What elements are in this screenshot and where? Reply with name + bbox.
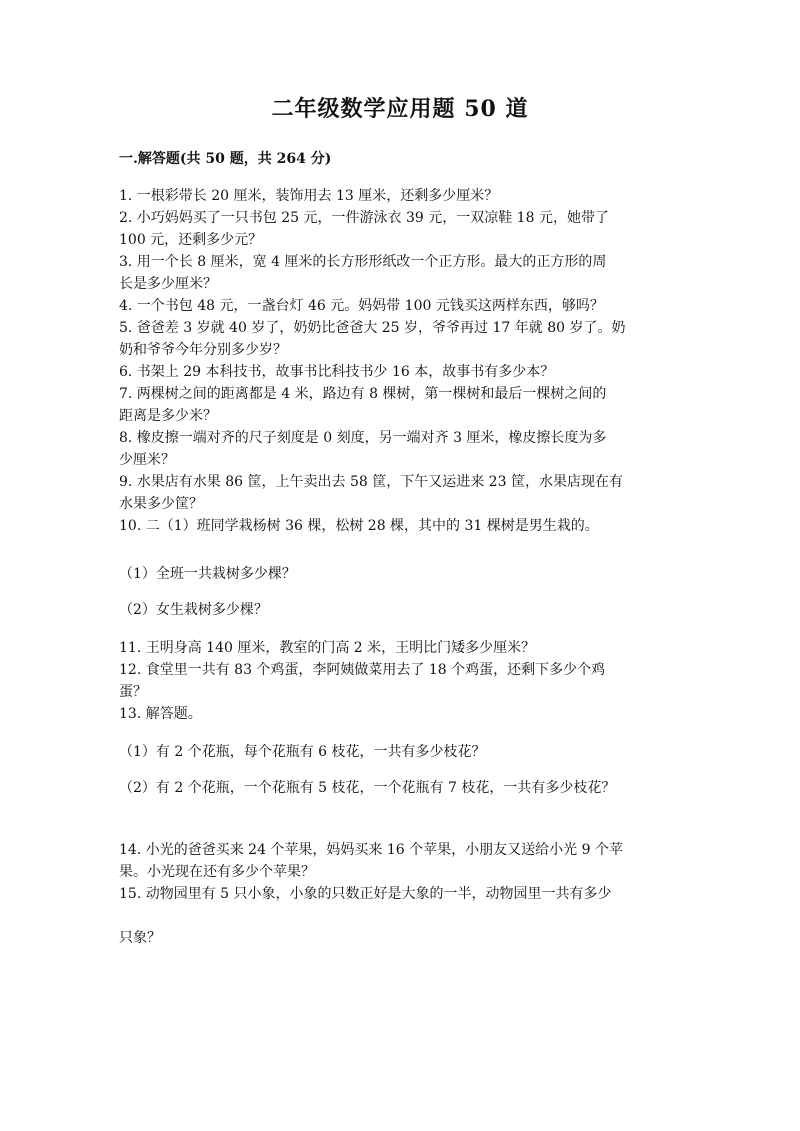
question-10-sub-1: （1）全班一共栽树多少棵？ bbox=[119, 566, 296, 582]
question-5-line-1: 5. 爸爸差 3 岁就 40 岁了，奶奶比爸爸大 25 岁，爷爷再过 17 年就 80 岁了。奶 bbox=[119, 320, 626, 336]
spacer bbox=[119, 725, 684, 741]
question-14-line-1: 14. 小光的爸爸买来 24 个苹果，妈妈买来 16 个苹果，小朋友又送给小光 9 个苹 bbox=[119, 842, 623, 858]
question-13: 13. 解答题。 bbox=[119, 706, 202, 722]
question-2-line-2: 100 元，还剩多少元？ bbox=[119, 232, 263, 248]
question-6: 6. 书架上 29 本科技书，故事书比科技书少 16 本，故事书有多少本？ bbox=[119, 364, 555, 380]
page-title: 二年级数学应用题 50 道 bbox=[271, 96, 529, 122]
question-7-line-2: 距离是多少米？ bbox=[119, 408, 217, 424]
question-15-line-1: 15. 动物园里有 5 只小象，小象的只数正好是大象的一半，动物园里一共有多少 bbox=[119, 886, 612, 902]
spacer bbox=[119, 585, 684, 599]
question-4: 4. 一个书包 48 元，一盏台灯 46 元。妈妈带 100 元钱买这两样东西，够吗？ bbox=[119, 298, 604, 314]
spacer bbox=[119, 621, 684, 637]
question-9-line-2: 水果多少筐？ bbox=[119, 496, 203, 512]
question-10-sub-2: （2）女生栽树多少棵？ bbox=[119, 602, 268, 618]
question-10: 10. 二（1）班同学栽杨树 36 棵，松树 28 棵，其中的 31 棵树是男生栽的。 bbox=[119, 518, 599, 534]
question-12-line-2: 蛋？ bbox=[119, 684, 147, 700]
spacer bbox=[119, 763, 684, 777]
question-9-line-1: 9. 水果店有水果 86 筐，上午卖出去 58 筐，下午又运进来 23 筐，水果店现在有 bbox=[119, 474, 623, 490]
question-12-line-1: 12. 食堂里一共有 83 个鸡蛋，李阿姨做菜用去了 18 个鸡蛋，还剩下多少个鸡 bbox=[119, 662, 606, 678]
spacer bbox=[119, 799, 684, 839]
question-8-line-2: 少厘米？ bbox=[119, 452, 175, 468]
question-3-line-1: 3. 用一个长 8 厘米，宽 4 厘米的长方形形纸改一个正方形。最大的正方形的周 bbox=[119, 254, 607, 270]
question-1: 1. 一根彩带长 20 厘米，装饰用去 13 厘米，还剩多少厘米？ bbox=[119, 188, 499, 204]
section-heading: 一.解答题(共 50 题，共 264 分) bbox=[119, 151, 332, 167]
question-5-line-2: 奶和爷爷今年分别多少岁？ bbox=[119, 342, 287, 358]
spacer bbox=[119, 537, 684, 563]
question-15-line-2: 只象？ bbox=[119, 930, 161, 946]
question-3-line-2: 长是多少厘米？ bbox=[119, 276, 217, 292]
question-13-sub-2: （2）有 2 个花瓶，一个花瓶有 5 枝花，一个花瓶有 7 枝花，一共有多少枝花？ bbox=[119, 780, 616, 796]
question-8-line-1: 8. 橡皮擦一端对齐的尺子刻度是 0 刻度，另一端对齐 3 厘米，橡皮擦长度为多 bbox=[119, 430, 607, 446]
question-2-line-1: 2. 小巧妈妈买了一只书包 25 元，一件游泳衣 39 元，一双凉鞋 18 元，她带了 bbox=[119, 210, 609, 226]
question-14-line-2: 果。小光现在还有多少个苹果？ bbox=[119, 864, 315, 880]
question-7-line-1: 7. 两棵树之间的距离都是 4 米，路边有 8 棵树，第一棵树和最后一棵树之间的 bbox=[119, 386, 607, 402]
question-11: 11. 王明身高 140 厘米，教室的门高 2 米，王明比门矮多少厘米？ bbox=[119, 640, 536, 656]
spacer bbox=[119, 905, 684, 927]
question-list bbox=[119, 185, 684, 949]
question-13-sub-1: （1）有 2 个花瓶，每个花瓶有 6 枝花，一共有多少枝花？ bbox=[119, 744, 486, 760]
